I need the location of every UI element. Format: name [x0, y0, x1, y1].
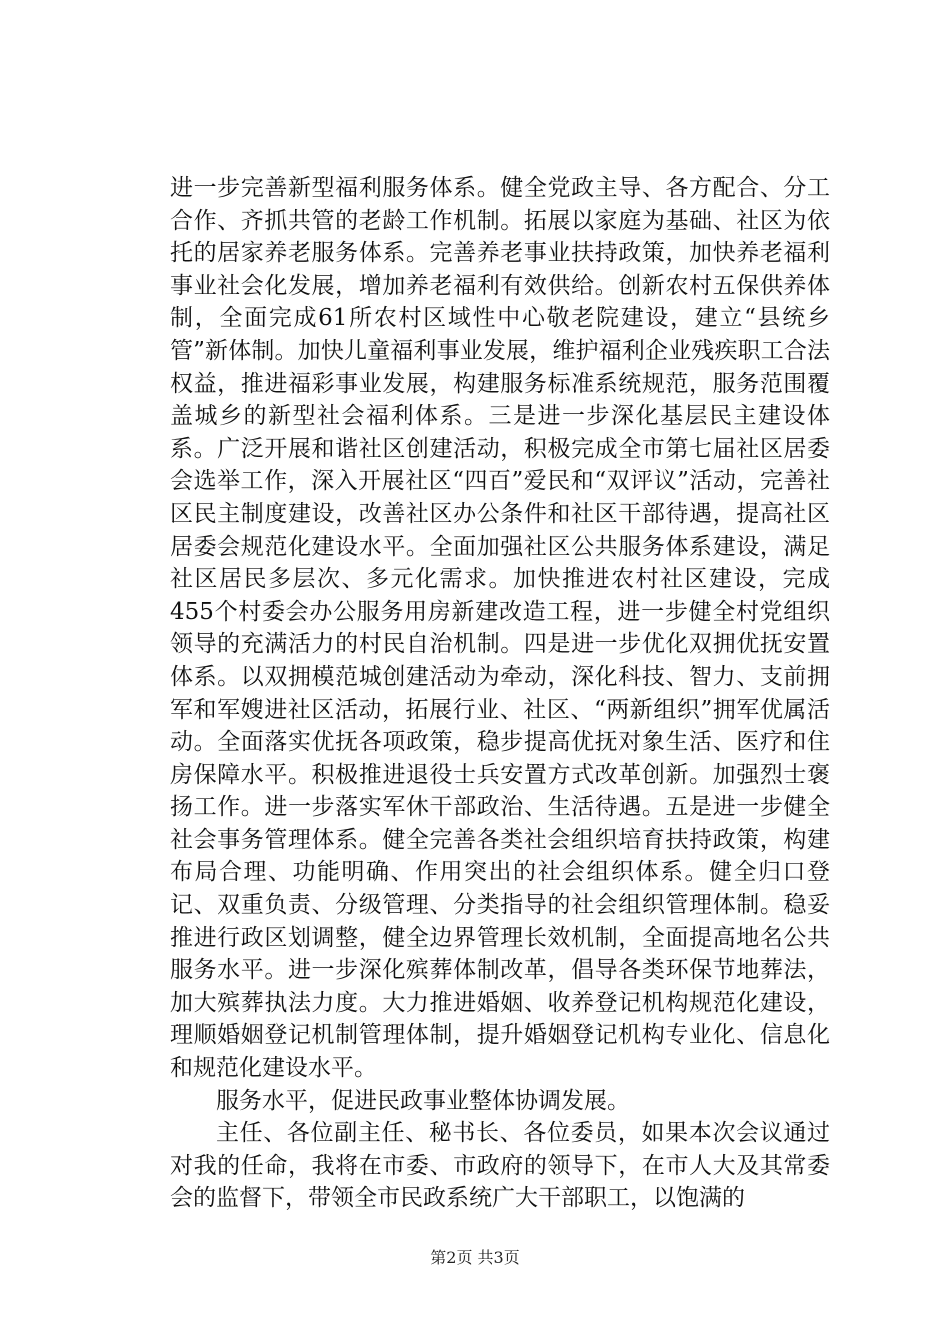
paragraph-3: 主任、各位副主任、秘书长、各位委员，如果本次会议通过对我的任命，我将在市委、市政府的领导下，在市人大及其常委会的监督下，带领全市民政系统广大干部职工，以饱满的 — [170, 1120, 830, 1212]
page-footer: 第2页 共3页 — [430, 1248, 520, 1267]
body-text — [170, 172, 830, 1215]
paragraph-1: 进一步完善新型福利服务体系。健全党政主导、各方配合、分工合作、齐抓共管的老龄工作机制。拓展以家庭为基础、社区为依托的居家养老服务体系。完善养老事业扶持政策，加快养老福利事业社会化发展，增加养老福利有效供给。创新农村五保供养体制，全面完成61所农村区域性中心敬老院建设，建立“县统乡管”新体制。加快儿童福利事业发展，维护福利企业残疾职工合法权益，推进福彩事业发展，构建服务标准系统规范，服务范围覆盖城乡的新型社会福利体系。三是进一步深化基层民主建设体系。广泛开展和谐社区创建活动，积极完成全市第七届社区居委会选举工作，深入开展社区“四百”爱民和“双评议”活动，完善社区民主制度建设，改善社区办公条件和社区干部待遇，提高社区居委会规范化建设水平。全面加强社区公共服务体系建设，满足社区居民多层次、多元化需求。加快推进农村社区建设，完成455个村委会办公服务用房新建改造工程，进一步健全村党组织领导的充满活力的村民自治机制。四是进一步优化双拥优抚安置体系。以双拥模范城创建活动为牵动，深化科技、智力、支前拥军和军嫂进社区活动，拓展行业、社区、“两新组织”拥军优属活动。全面落实优抚各项政策，稳步提高优抚对象生活、医疗和住房保障水平。积极推进退役士兵安置方式改革创新。加强烈士褒扬工作。进一步落实军休干部政治、生活待遇。五是进一步健全社会事务管理体系。健全完善各类社会组织培育扶持政策，构建布局合理、功能明确、作用突出的社会组织体系。健全归口登记、双重负责、分级管理、分类指导的社会组织管理体制。稳妥推进行政区划调整，健全边界管理长效机制，全面提高地名公共服务水平。进一步深化殡葬体制改革，倡导各类环保节地葬法，加大殡葬执法力度。大力推进婚姻、收养登记机构规范化建设，理顺婚姻登记机制管理体制，提升婚姻登记机构专业化、信息化和规范化建设水平。 — [170, 175, 830, 1082]
paragraph-2: 服务水平，促进民政事业整体协调发展。 — [216, 1087, 630, 1114]
